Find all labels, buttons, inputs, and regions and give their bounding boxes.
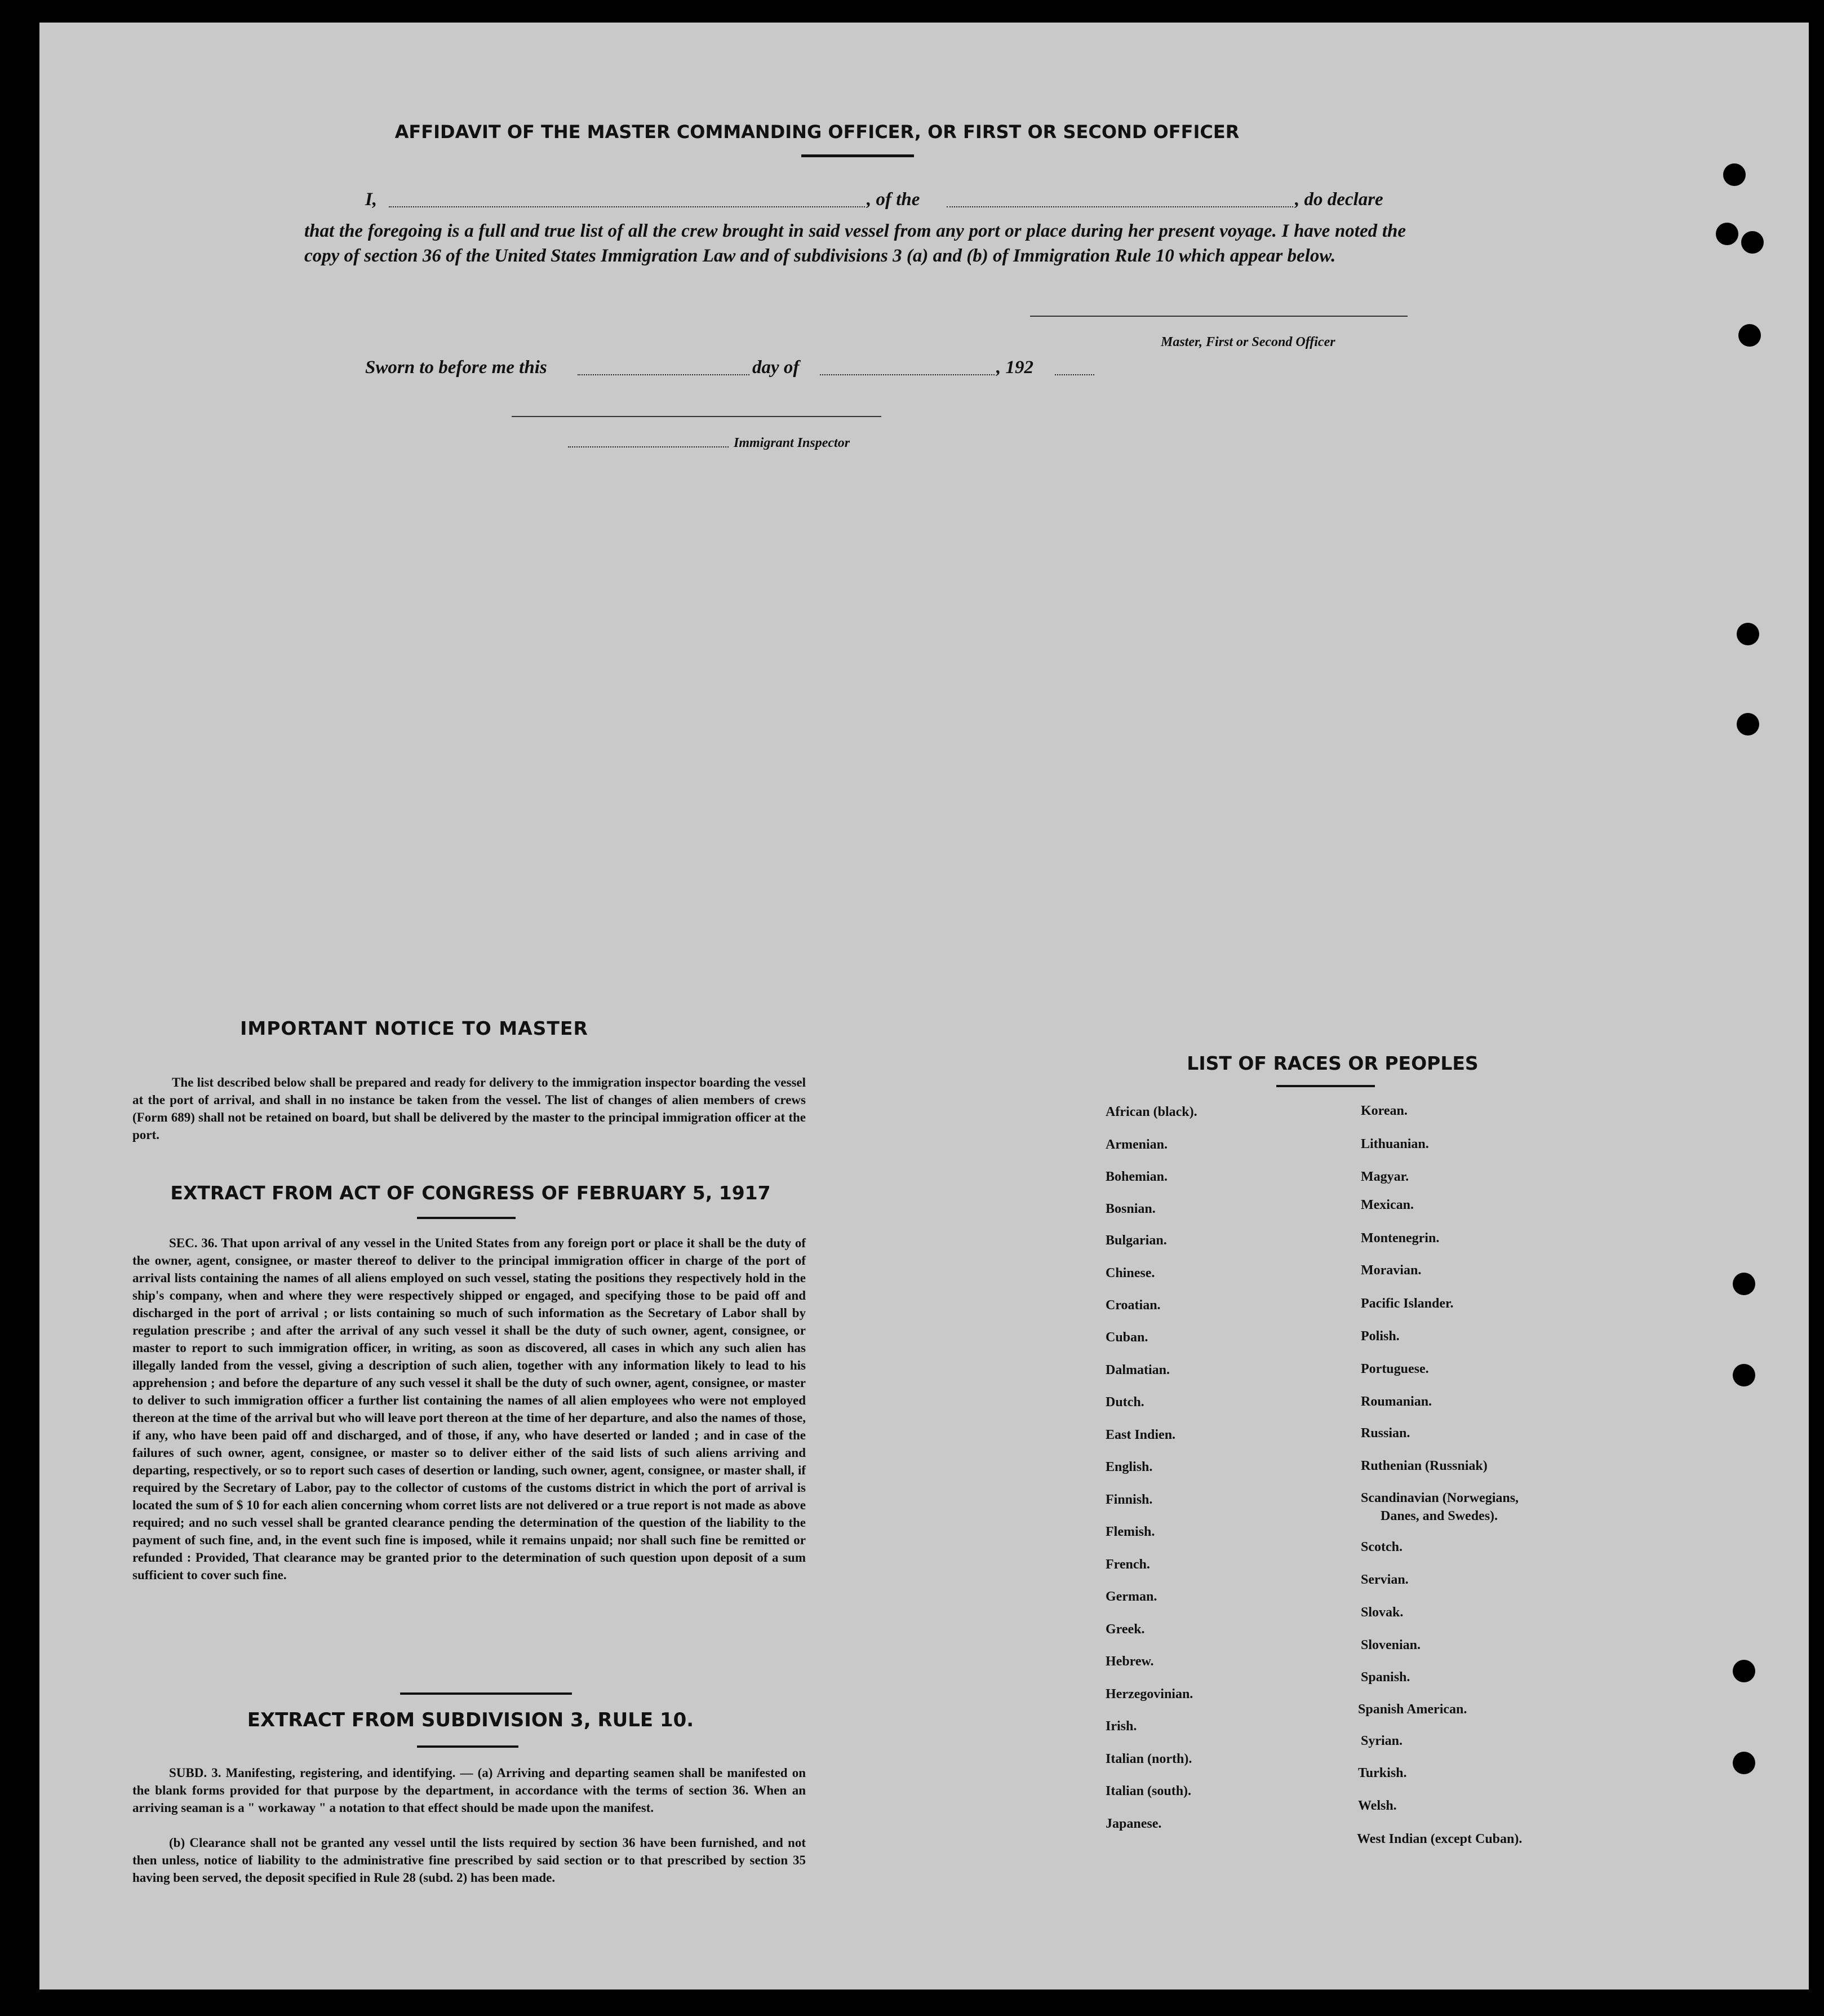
punch-hole bbox=[1723, 163, 1746, 186]
race-item: Syrian. bbox=[1361, 1734, 1403, 1748]
race-item: Scandinavian (Norwegians, bbox=[1361, 1491, 1519, 1505]
punch-hole bbox=[1733, 1660, 1755, 1682]
name-blank[interactable] bbox=[389, 206, 865, 207]
punch-hole bbox=[1733, 1364, 1755, 1386]
race-item: Herzegovinian. bbox=[1106, 1687, 1193, 1702]
affidavit-declare: , do declare bbox=[1295, 189, 1383, 210]
race-item: Portuguese. bbox=[1361, 1362, 1429, 1376]
race-item: Italian (north). bbox=[1106, 1752, 1192, 1766]
race-item: Slovenian. bbox=[1361, 1638, 1421, 1652]
race-item: Montenegrin. bbox=[1361, 1231, 1440, 1246]
race-item: Cuban. bbox=[1106, 1330, 1148, 1345]
year-blank[interactable] bbox=[1055, 374, 1094, 375]
affidavit-i: I, bbox=[365, 189, 378, 210]
notice-body: The list described below shall be prepared and ready for delivery to the immigration inspector boarding the vessel at the port of arrival, and shall in no instance be taken from the vessel. The list of changes of alien members of crews (Form 689) shall not be retained on board, but shall be delivered by the master to the principal immigration officer at the port. bbox=[132, 1075, 806, 1142]
race-item: Spanish American. bbox=[1358, 1702, 1467, 1717]
rule-para-a: SUBD. 3. Manifesting, registering, and identifying. — (a) Arriving and departing seamen shall be manifested on the blank forms provided for that purpose by the department, in accordance with the terms of section 36. When an arriving seaman is a " workaway " a notation to that effect should be made upon the manifest. bbox=[132, 1766, 806, 1815]
race-item: Korean. bbox=[1361, 1104, 1408, 1118]
race-item: Bosnian. bbox=[1106, 1202, 1156, 1216]
race-item: Armenian. bbox=[1106, 1137, 1168, 1152]
title-underline bbox=[801, 154, 914, 157]
affidavit-of-the: , of the bbox=[867, 189, 920, 210]
punch-hole bbox=[1737, 623, 1759, 645]
affidavit-title: AFFIDAVIT OF THE MASTER COMMANDING OFFICER, OR FIRST OR SECOND OFFICER bbox=[394, 121, 1240, 143]
race-item: Polish. bbox=[1361, 1329, 1400, 1344]
race-item: Hebrew. bbox=[1106, 1654, 1154, 1669]
race-item: Slovak. bbox=[1361, 1605, 1404, 1620]
race-item: Japanese. bbox=[1106, 1816, 1162, 1831]
race-item: West Indian (except Cuban). bbox=[1357, 1832, 1523, 1846]
race-item: Moravian. bbox=[1361, 1263, 1422, 1278]
race-item: Bulgarian. bbox=[1106, 1233, 1167, 1248]
inspector-signature-line[interactable] bbox=[512, 416, 881, 417]
notice-title: IMPORTANT NOTICE TO MASTER bbox=[240, 1017, 588, 1039]
inspector-label: Immigrant Inspector bbox=[734, 436, 850, 450]
master-label: Master, First or Second Officer bbox=[1161, 335, 1335, 349]
race-item: East Indien. bbox=[1106, 1428, 1176, 1442]
race-item: English. bbox=[1106, 1460, 1153, 1474]
affidavit-body: that the foregoing is a full and true list of all the crew brought in said vessel from any port or place during her present voyage. I have noted the copy of section 36 of the United States Immigration Law and of subdivisions 3 (a) and (b) of Immigration Rule 10 which appear below. bbox=[304, 221, 1406, 266]
race-item: Welsh. bbox=[1358, 1798, 1397, 1813]
rule-para-b: (b) Clearance shall not be granted any vessel until the lists required by section 36 have been furnished, and not then unless, notice of liability to the administrative fine prescribed by said section or to that prescribed by section 35 having been served, the deposit specified in Rule 28 (subd. 2) has been made. bbox=[132, 1836, 806, 1885]
sworn-day-of: day of bbox=[752, 357, 800, 378]
sworn-prefix: Sworn to before me this bbox=[365, 357, 547, 378]
race-item: Finnish. bbox=[1106, 1492, 1153, 1507]
race-item: Scotch. bbox=[1361, 1540, 1403, 1554]
inspector-short-line bbox=[568, 446, 729, 447]
race-item: Dutch. bbox=[1106, 1395, 1144, 1410]
sworn-year: , 192 bbox=[996, 357, 1033, 378]
race-item: French. bbox=[1106, 1557, 1150, 1572]
master-signature-line[interactable] bbox=[1030, 316, 1408, 317]
race-item: Russian. bbox=[1361, 1426, 1410, 1441]
vessel-blank[interactable] bbox=[947, 206, 1293, 207]
punch-hole bbox=[1733, 1273, 1755, 1295]
race-item: Turkish. bbox=[1358, 1766, 1407, 1780]
race-item: Roumanian. bbox=[1361, 1394, 1432, 1409]
race-item: African (black). bbox=[1106, 1105, 1197, 1119]
punch-hole bbox=[1737, 713, 1759, 735]
month-blank[interactable] bbox=[820, 374, 995, 375]
act-underline bbox=[417, 1217, 516, 1219]
race-item: Chinese. bbox=[1106, 1266, 1155, 1281]
act-body: SEC. 36. That upon arrival of any vessel in the United States from any foreign port or place it shall be the duty of the owner, agent, consignee, or master thereof to deliver to the principal immigration officer in charge of the port of arrival lists containing the names of all aliens employed on such vessel, stating the positions they respectively hold in the ship's company, when and where they were respectively shipped or engaged, and specifying those to be paid off and discharged in the port of arrival ; or lists containing so much of such information as the Secretary of Labor shall by regulation prescribe ; and after the arrival of any such vessel it shall be the duty of such owner, agent, consignee, or master to report to such immigration officer, in writing, as soon as discovered, all cases in which any such alien has illegally landed from the vessel, giving a description of such alien, together with any information likely to lead to his apprehension ; and before the departure of any such vessel it shall be the duty of such owner, agent, consignee, or master to deliver to such immigration officer a further list containing the names of all alien employees who were not employed thereon at the time of the arrival but who will leave port thereon at the time of her departure, and also the names of those, if any, who have been paid off and discharged, and of those, if any, who have deserted or landed ; and in case of the failures of such owner, agent, consignee, or master so to deliver either of the said lists of such aliens arriving and departing, respectively, or so to report such cases of desertion or landing, such owner, agent, consignee, or master shall, if required by the Secretary of Labor, pay to the collector of customs of the customs district in which the port of arrival is located the sum of $ 10 for each alien concerning whom corret lists are not delivered or a true report is not made as above required; and no such vessel shall be granted clearance pending the determination of the question of the liability to the payment of such fine, and, in the event such fine is imposed, while it remains unpaid; nor shall such fine be remitted or refunded : Provided, That clearance may be granted prior to the determination of such question upon deposit of a sum sufficient to cover such fine. bbox=[132, 1236, 806, 1582]
race-item: Greek. bbox=[1106, 1622, 1145, 1637]
races-title: LIST OF RACES OR PEOPLES bbox=[1187, 1052, 1479, 1074]
race-item: Pacific Islander. bbox=[1361, 1296, 1454, 1311]
race-item: Mexican. bbox=[1361, 1198, 1414, 1212]
punch-hole bbox=[1738, 324, 1761, 347]
race-item: Ruthenian (Russniak) bbox=[1361, 1459, 1488, 1473]
race-item: Italian (south). bbox=[1106, 1784, 1192, 1798]
race-item: Flemish. bbox=[1106, 1525, 1155, 1539]
race-item: Lithuanian. bbox=[1361, 1137, 1429, 1151]
document-page bbox=[39, 23, 1809, 1990]
rule-title: EXTRACT FROM SUBDIVISION 3, RULE 10. bbox=[247, 1709, 694, 1731]
act-title: EXTRACT FROM ACT OF CONGRESS OF FEBRUARY 5, 1917 bbox=[170, 1182, 771, 1204]
race-item: Servian. bbox=[1361, 1572, 1409, 1587]
race-item: Magyar. bbox=[1361, 1169, 1409, 1184]
punch-hole bbox=[1741, 231, 1764, 254]
race-item: Bohemian. bbox=[1106, 1169, 1168, 1184]
punch-hole bbox=[1716, 223, 1738, 245]
race-item: Irish. bbox=[1106, 1719, 1137, 1734]
races-underline bbox=[1276, 1085, 1375, 1087]
day-blank[interactable] bbox=[578, 374, 749, 375]
race-item: Dalmatian. bbox=[1106, 1363, 1170, 1377]
act-end-rule bbox=[400, 1692, 572, 1695]
punch-hole bbox=[1733, 1752, 1755, 1774]
race-item: Spanish. bbox=[1361, 1670, 1410, 1685]
race-item: German. bbox=[1106, 1589, 1157, 1604]
rule-underline bbox=[417, 1745, 518, 1748]
race-item: Danes, and Swedes). bbox=[1381, 1509, 1498, 1523]
race-item: Croatian. bbox=[1106, 1298, 1161, 1313]
